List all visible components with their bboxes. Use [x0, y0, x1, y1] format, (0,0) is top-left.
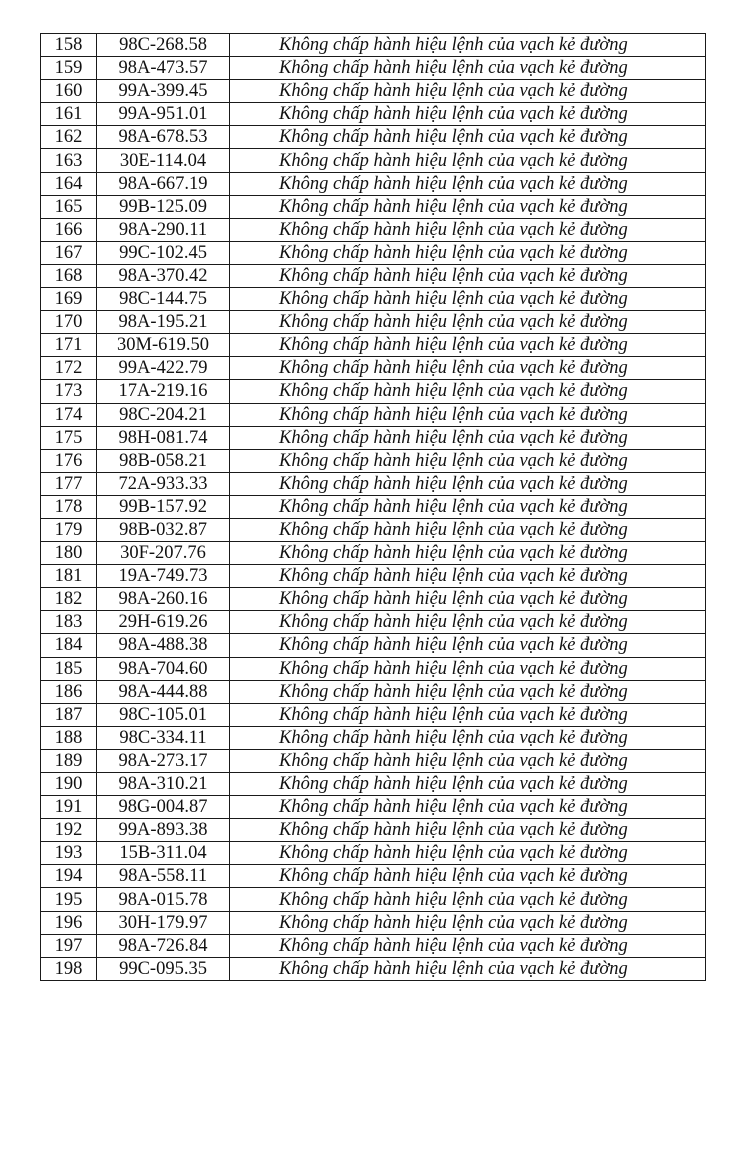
violation-description: Không chấp hành hiệu lệnh của vạch kẻ đường	[230, 380, 706, 403]
table-row	[41, 288, 706, 311]
violation-description: Không chấp hành hiệu lệnh của vạch kẻ đường	[230, 426, 706, 449]
violations-table-body	[41, 34, 706, 981]
violation-description: Không chấp hành hiệu lệnh của vạch kẻ đường	[230, 264, 706, 287]
license-plate: 30H-179.97	[97, 911, 230, 934]
row-number: 158	[41, 34, 97, 57]
table-row	[41, 426, 706, 449]
table-row	[41, 380, 706, 403]
row-number: 189	[41, 749, 97, 772]
violation-description: Không chấp hành hiệu lệnh của vạch kẻ đường	[230, 796, 706, 819]
violation-description: Không chấp hành hiệu lệnh của vạch kẻ đường	[230, 888, 706, 911]
violation-description: Không chấp hành hiệu lệnh của vạch kẻ đường	[230, 819, 706, 842]
license-plate: 99A-951.01	[97, 103, 230, 126]
license-plate: 98A-488.38	[97, 634, 230, 657]
license-plate: 99A-399.45	[97, 80, 230, 103]
row-number: 168	[41, 264, 97, 287]
row-number: 162	[41, 126, 97, 149]
row-number: 166	[41, 218, 97, 241]
table-row	[41, 334, 706, 357]
row-number: 164	[41, 172, 97, 195]
table-row	[41, 449, 706, 472]
row-number: 174	[41, 403, 97, 426]
row-number: 196	[41, 911, 97, 934]
violation-description: Không chấp hành hiệu lệnh của vạch kẻ đường	[230, 126, 706, 149]
license-plate: 98G-004.87	[97, 796, 230, 819]
license-plate: 98A-290.11	[97, 218, 230, 241]
table-row	[41, 703, 706, 726]
row-number: 183	[41, 611, 97, 634]
violation-description: Không chấp hành hiệu lệnh của vạch kẻ đường	[230, 218, 706, 241]
violation-description: Không chấp hành hiệu lệnh của vạch kẻ đường	[230, 241, 706, 264]
violation-description: Không chấp hành hiệu lệnh của vạch kẻ đường	[230, 149, 706, 172]
table-row	[41, 888, 706, 911]
table-row	[41, 126, 706, 149]
row-number: 185	[41, 657, 97, 680]
row-number: 169	[41, 288, 97, 311]
license-plate: 98A-310.21	[97, 773, 230, 796]
license-plate: 98H-081.74	[97, 426, 230, 449]
row-number: 193	[41, 842, 97, 865]
violation-description: Không chấp hành hiệu lệnh của vạch kẻ đường	[230, 195, 706, 218]
license-plate: 17A-219.16	[97, 380, 230, 403]
table-row	[41, 264, 706, 287]
row-number: 192	[41, 819, 97, 842]
violation-description: Không chấp hành hiệu lệnh của vạch kẻ đường	[230, 934, 706, 957]
violation-description: Không chấp hành hiệu lệnh của vạch kẻ đường	[230, 57, 706, 80]
table-row	[41, 773, 706, 796]
table-row	[41, 611, 706, 634]
violation-description: Không chấp hành hiệu lệnh của vạch kẻ đường	[230, 80, 706, 103]
violation-description: Không chấp hành hiệu lệnh của vạch kẻ đường	[230, 565, 706, 588]
row-number: 172	[41, 357, 97, 380]
license-plate: 98C-105.01	[97, 703, 230, 726]
table-row	[41, 542, 706, 565]
row-number: 194	[41, 865, 97, 888]
row-number: 195	[41, 888, 97, 911]
license-plate: 30E-114.04	[97, 149, 230, 172]
table-row	[41, 357, 706, 380]
row-number: 191	[41, 796, 97, 819]
violation-description: Không chấp hành hiệu lệnh của vạch kẻ đường	[230, 611, 706, 634]
row-number: 181	[41, 565, 97, 588]
violation-description: Không chấp hành hiệu lệnh của vạch kẻ đường	[230, 680, 706, 703]
violation-description: Không chấp hành hiệu lệnh của vạch kẻ đường	[230, 865, 706, 888]
table-row	[41, 657, 706, 680]
violation-description: Không chấp hành hiệu lệnh của vạch kẻ đường	[230, 957, 706, 980]
violation-description: Không chấp hành hiệu lệnh của vạch kẻ đường	[230, 311, 706, 334]
violation-description: Không chấp hành hiệu lệnh của vạch kẻ đường	[230, 634, 706, 657]
license-plate: 98A-678.53	[97, 126, 230, 149]
table-row	[41, 218, 706, 241]
row-number: 198	[41, 957, 97, 980]
table-row	[41, 588, 706, 611]
row-number: 161	[41, 103, 97, 126]
violation-description: Không chấp hành hiệu lệnh của vạch kẻ đường	[230, 588, 706, 611]
table-row	[41, 472, 706, 495]
violation-description: Không chấp hành hiệu lệnh của vạch kẻ đường	[230, 34, 706, 57]
row-number: 160	[41, 80, 97, 103]
violation-description: Không chấp hành hiệu lệnh của vạch kẻ đường	[230, 334, 706, 357]
row-number: 165	[41, 195, 97, 218]
license-plate: 98A-195.21	[97, 311, 230, 334]
license-plate: 15B-311.04	[97, 842, 230, 865]
table-row	[41, 911, 706, 934]
license-plate: 99C-102.45	[97, 241, 230, 264]
table-row	[41, 865, 706, 888]
table-row	[41, 403, 706, 426]
license-plate: 30F-207.76	[97, 542, 230, 565]
table-row	[41, 749, 706, 772]
table-row	[41, 518, 706, 541]
violations-table	[40, 33, 706, 981]
table-row	[41, 311, 706, 334]
row-number: 184	[41, 634, 97, 657]
table-row	[41, 195, 706, 218]
table-row	[41, 842, 706, 865]
license-plate: 98A-667.19	[97, 172, 230, 195]
violation-description: Không chấp hành hiệu lệnh của vạch kẻ đường	[230, 495, 706, 518]
table-row	[41, 565, 706, 588]
license-plate: 99B-125.09	[97, 195, 230, 218]
license-plate: 98C-204.21	[97, 403, 230, 426]
license-plate: 99C-095.35	[97, 957, 230, 980]
license-plate: 30M-619.50	[97, 334, 230, 357]
violation-description: Không chấp hành hiệu lệnh của vạch kẻ đường	[230, 357, 706, 380]
violation-description: Không chấp hành hiệu lệnh của vạch kẻ đường	[230, 773, 706, 796]
row-number: 176	[41, 449, 97, 472]
violation-description: Không chấp hành hiệu lệnh của vạch kẻ đường	[230, 726, 706, 749]
violation-description: Không chấp hành hiệu lệnh của vạch kẻ đường	[230, 288, 706, 311]
table-row	[41, 495, 706, 518]
license-plate: 98A-273.17	[97, 749, 230, 772]
table-row	[41, 34, 706, 57]
license-plate: 72A-933.33	[97, 472, 230, 495]
license-plate: 99A-422.79	[97, 357, 230, 380]
table-row	[41, 934, 706, 957]
table-row	[41, 57, 706, 80]
table-row	[41, 796, 706, 819]
license-plate: 98A-370.42	[97, 264, 230, 287]
table-row	[41, 80, 706, 103]
license-plate: 98A-260.16	[97, 588, 230, 611]
license-plate: 98B-032.87	[97, 518, 230, 541]
row-number: 159	[41, 57, 97, 80]
row-number: 178	[41, 495, 97, 518]
violation-description: Không chấp hành hiệu lệnh của vạch kẻ đường	[230, 542, 706, 565]
license-plate: 99A-893.38	[97, 819, 230, 842]
row-number: 186	[41, 680, 97, 703]
row-number: 197	[41, 934, 97, 957]
row-number: 179	[41, 518, 97, 541]
violation-description: Không chấp hành hiệu lệnh của vạch kẻ đường	[230, 449, 706, 472]
row-number: 180	[41, 542, 97, 565]
violation-description: Không chấp hành hiệu lệnh của vạch kẻ đường	[230, 403, 706, 426]
row-number: 167	[41, 241, 97, 264]
license-plate: 98C-144.75	[97, 288, 230, 311]
table-row	[41, 149, 706, 172]
license-plate: 98C-334.11	[97, 726, 230, 749]
table-row	[41, 726, 706, 749]
row-number: 163	[41, 149, 97, 172]
violation-description: Không chấp hành hiệu lệnh của vạch kẻ đường	[230, 172, 706, 195]
row-number: 170	[41, 311, 97, 334]
row-number: 177	[41, 472, 97, 495]
license-plate: 98A-473.57	[97, 57, 230, 80]
license-plate: 99B-157.92	[97, 495, 230, 518]
violation-description: Không chấp hành hiệu lệnh của vạch kẻ đường	[230, 518, 706, 541]
license-plate: 29H-619.26	[97, 611, 230, 634]
license-plate: 98A-558.11	[97, 865, 230, 888]
violation-description: Không chấp hành hiệu lệnh của vạch kẻ đường	[230, 657, 706, 680]
violation-description: Không chấp hành hiệu lệnh của vạch kẻ đường	[230, 103, 706, 126]
row-number: 188	[41, 726, 97, 749]
license-plate: 19A-749.73	[97, 565, 230, 588]
table-row	[41, 634, 706, 657]
table-row	[41, 957, 706, 980]
violation-description: Không chấp hành hiệu lệnh của vạch kẻ đường	[230, 472, 706, 495]
table-row	[41, 819, 706, 842]
table-row	[41, 172, 706, 195]
license-plate: 98A-726.84	[97, 934, 230, 957]
row-number: 175	[41, 426, 97, 449]
row-number: 173	[41, 380, 97, 403]
license-plate: 98A-444.88	[97, 680, 230, 703]
table-row	[41, 680, 706, 703]
license-plate: 98B-058.21	[97, 449, 230, 472]
license-plate: 98A-015.78	[97, 888, 230, 911]
violation-description: Không chấp hành hiệu lệnh của vạch kẻ đường	[230, 842, 706, 865]
violation-description: Không chấp hành hiệu lệnh của vạch kẻ đường	[230, 911, 706, 934]
row-number: 182	[41, 588, 97, 611]
row-number: 190	[41, 773, 97, 796]
license-plate: 98A-704.60	[97, 657, 230, 680]
row-number: 187	[41, 703, 97, 726]
license-plate: 98C-268.58	[97, 34, 230, 57]
violation-description: Không chấp hành hiệu lệnh của vạch kẻ đường	[230, 749, 706, 772]
violation-description: Không chấp hành hiệu lệnh của vạch kẻ đường	[230, 703, 706, 726]
table-row	[41, 241, 706, 264]
row-number: 171	[41, 334, 97, 357]
table-row	[41, 103, 706, 126]
